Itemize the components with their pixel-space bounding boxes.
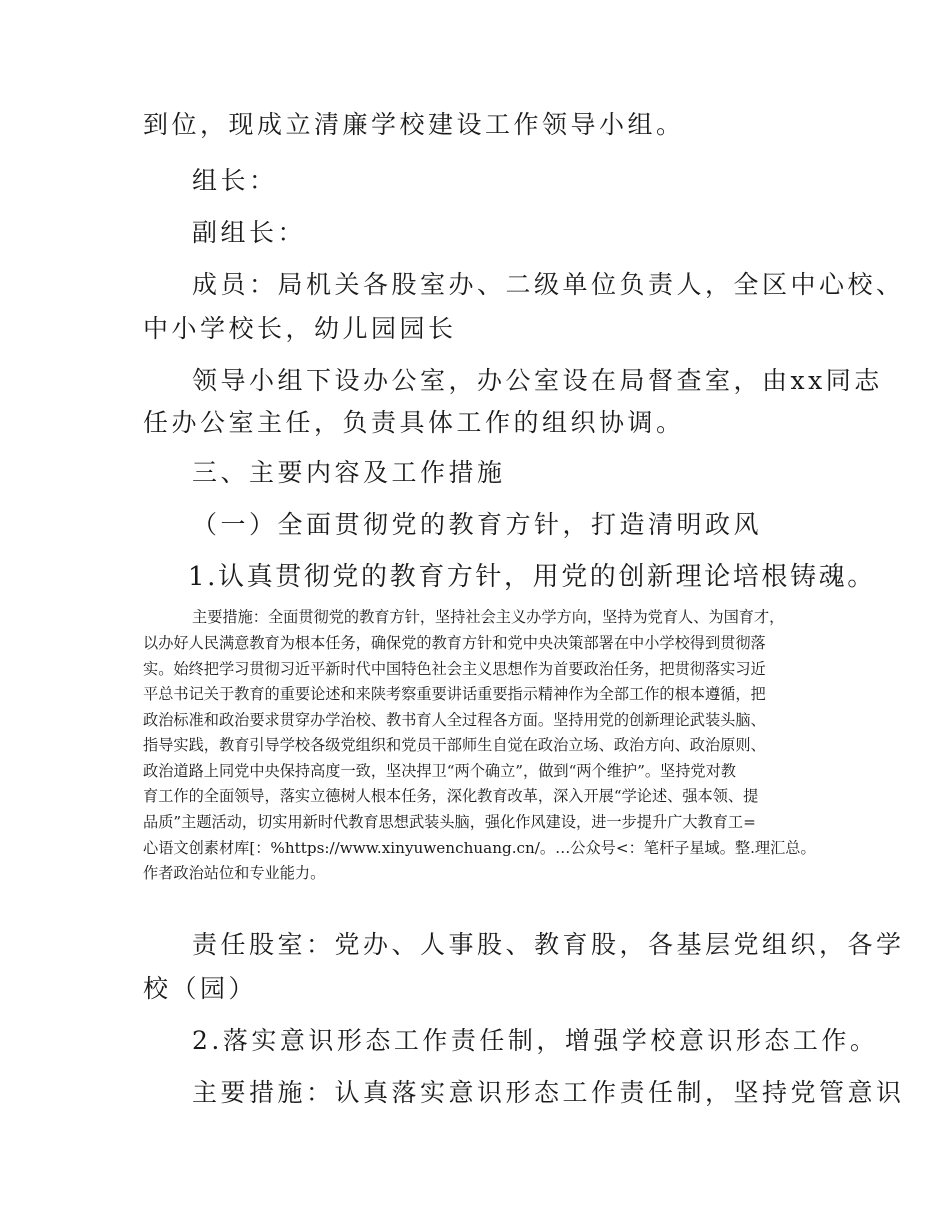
measures-line: 政治道路上同党中央保持高度一致，坚决捍卫“两个确立”，做到“两个维护”。坚持党对教: [143, 762, 736, 780]
measures-line: 作者政治站位和专业能力。: [143, 864, 326, 882]
office-line-1: 领导小组下设办公室，办公室设在局督查室，由xx同志: [192, 366, 883, 395]
measures-line: 育工作的全面领导，落实立德树人根本任务，深化教育改革，深入开展“学论述、强本领、提: [143, 787, 759, 805]
measures-line: 政治标准和政治要求贯穿办学治校、教书育人全过程各方面。坚持用党的创新理论武装头脑、: [143, 711, 766, 729]
responsible-line-2: 校（园）: [143, 974, 258, 1003]
members-line-1: 成员：局机关各股室办、二级单位负责人，全区中心校、: [192, 270, 905, 299]
measures-line-partial: 主要措施：认真落实意识形态工作责任制，坚持党管意识: [192, 1078, 905, 1107]
measures-line: 平总书记关于教育的重要论述和来陕考察重要讲话重要指示精神作为全部工作的根本遵循，把: [143, 685, 766, 703]
paragraph-text: 到位，现成立清廉学校建设工作领导小组。: [143, 110, 685, 139]
office-line-2: 任办公室主任，负责具体工作的组织协调。: [143, 408, 685, 437]
item-heading-1: 1.认真贯彻党的教育方针，用党的创新理论培根铸魂。: [188, 562, 876, 592]
deputy-leader-label: 副组长：: [192, 218, 307, 247]
members-line-2: 中小学校长，幼儿园园长: [143, 314, 457, 343]
measures-line: 品质”主题活动，切实用新时代教育思想武装头脑，强化作风建设，进一步提升广大教育工=: [143, 813, 756, 831]
measures-line: 以办好人民满意教育为根本任务，确保党的教育方针和党中央决策部署在中小学校得到贯彻落: [143, 634, 766, 652]
section-heading: 三、主要内容及工作措施: [192, 458, 506, 487]
group-leader-label: 组长：: [192, 166, 278, 195]
measures-line: 主要措施：全面贯彻党的教育方针，坚持社会主义办学方向，坚持为党育人、为国育才，: [192, 608, 785, 626]
measures-line: 实。始终把学习贯彻习近平新时代中国特色社会主义思想作为首要政治任务，把贯彻落实习近: [143, 660, 766, 678]
item-heading-2: 2.落实意识形态工作责任制，增强学校意识形态工作。: [192, 1026, 879, 1055]
responsible-line-1: 责任股室：党办、人事股、教育股，各基层党组织，各学: [192, 930, 905, 959]
measures-line: 指导实践，教育引导学校各级党组织和党员干部师生自觉在政治立场、政治方向、政治原则、: [143, 736, 766, 754]
measures-line: 心语文创素材库[：%https://www.xinyuwenchuang.cn/。…公众号<：笔杆子星域。整.理汇总。: [143, 839, 816, 857]
subsection-heading: （一）全面贯彻党的教育方针，打造清明政风: [192, 510, 763, 539]
